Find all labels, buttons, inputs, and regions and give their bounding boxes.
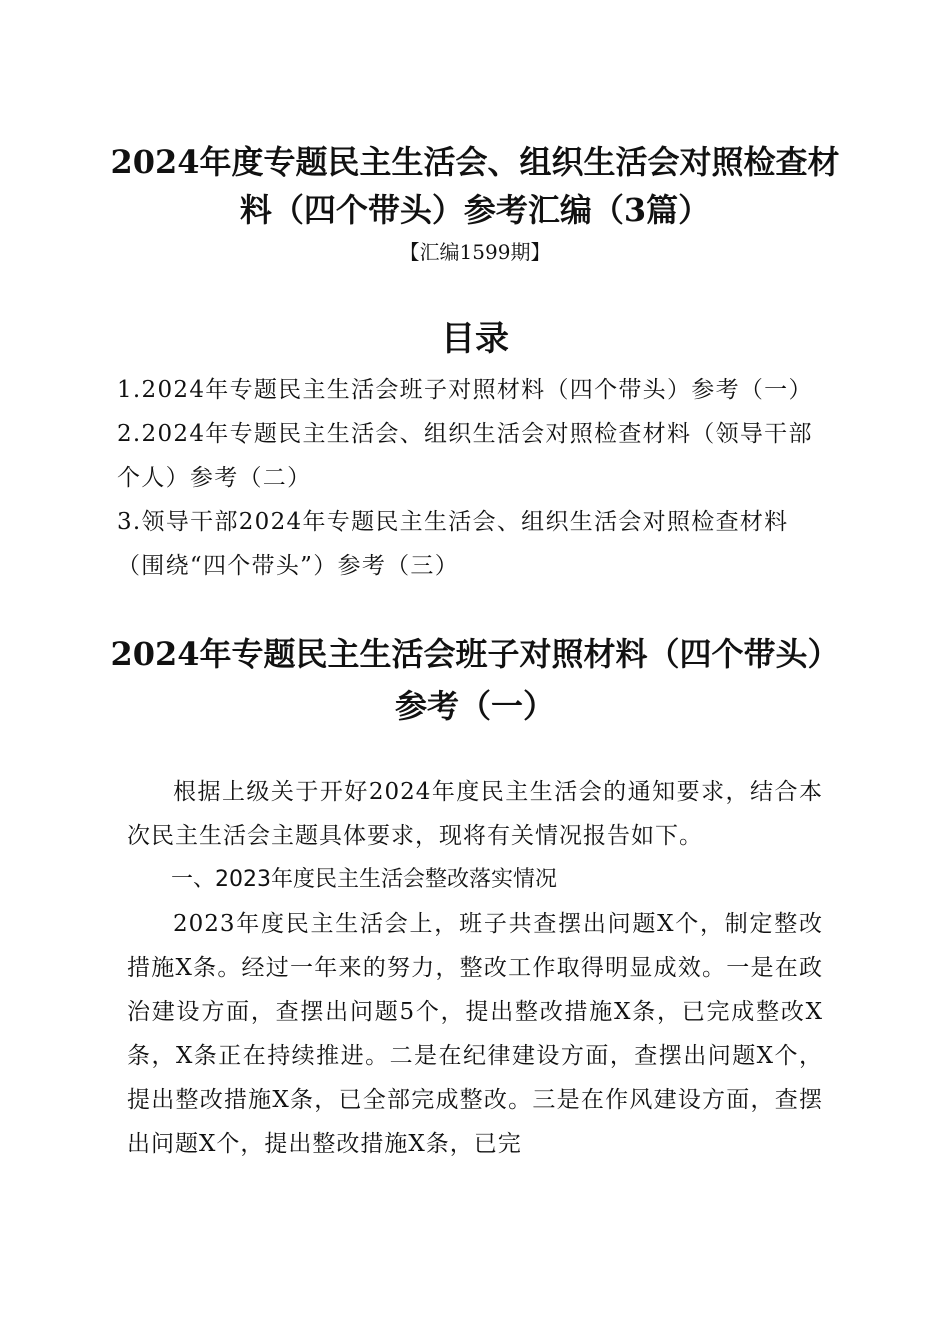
table-of-contents [117, 368, 823, 588]
intro-paragraph: 根据上级关于开好2024年度民主生活会的通知要求，结合本次民主生活会主题具体要求，现将有关情况报告如下。 [127, 779, 823, 849]
toc-item-3[interactable]: 3.领导干部2024年专题民主生活会、组织生活会对照检查材料（围绕“四个带头”）参考（三） [117, 509, 789, 579]
document-main-title: 2024年度专题民主生活会、组织生活会对照检查材料（四个带头）参考汇编（3篇） [110, 143, 840, 229]
heading-rectification: 一、2023年度民主生活会整改落实情况 [171, 867, 557, 892]
section-body [127, 770, 823, 1166]
rectification-paragraph: 2023年度民主生活会上，班子共查摆出问题X个，制定整改措施X条。经过一年来的努力，整改工作取得明显成效。一是在政治建设方面，查摆出问题5个，提出整改措施X条，已完成整改X条，X条正在持续推进。二是在纪律建设方面，查摆出问题X个，提出整改措施X条，已全部完成整改。三是在作风建设方面，查摆出问题X个，提出整改措施X条，已完 [127, 911, 823, 1157]
issue-label: 【汇编1599期】 [399, 240, 551, 264]
section-title: 2024年专题民主生活会班子对照材料（四个带头）参考（一） [110, 635, 840, 725]
toc-title: 目录 [441, 319, 509, 359]
toc-item-1[interactable]: 1.2024年专题民主生活会班子对照材料（四个带头）参考（一） [117, 377, 813, 403]
toc-item-2[interactable]: 2.2024年专题民主生活会、组织生活会对照检查材料（领导干部个人）参考（二） [117, 421, 813, 491]
